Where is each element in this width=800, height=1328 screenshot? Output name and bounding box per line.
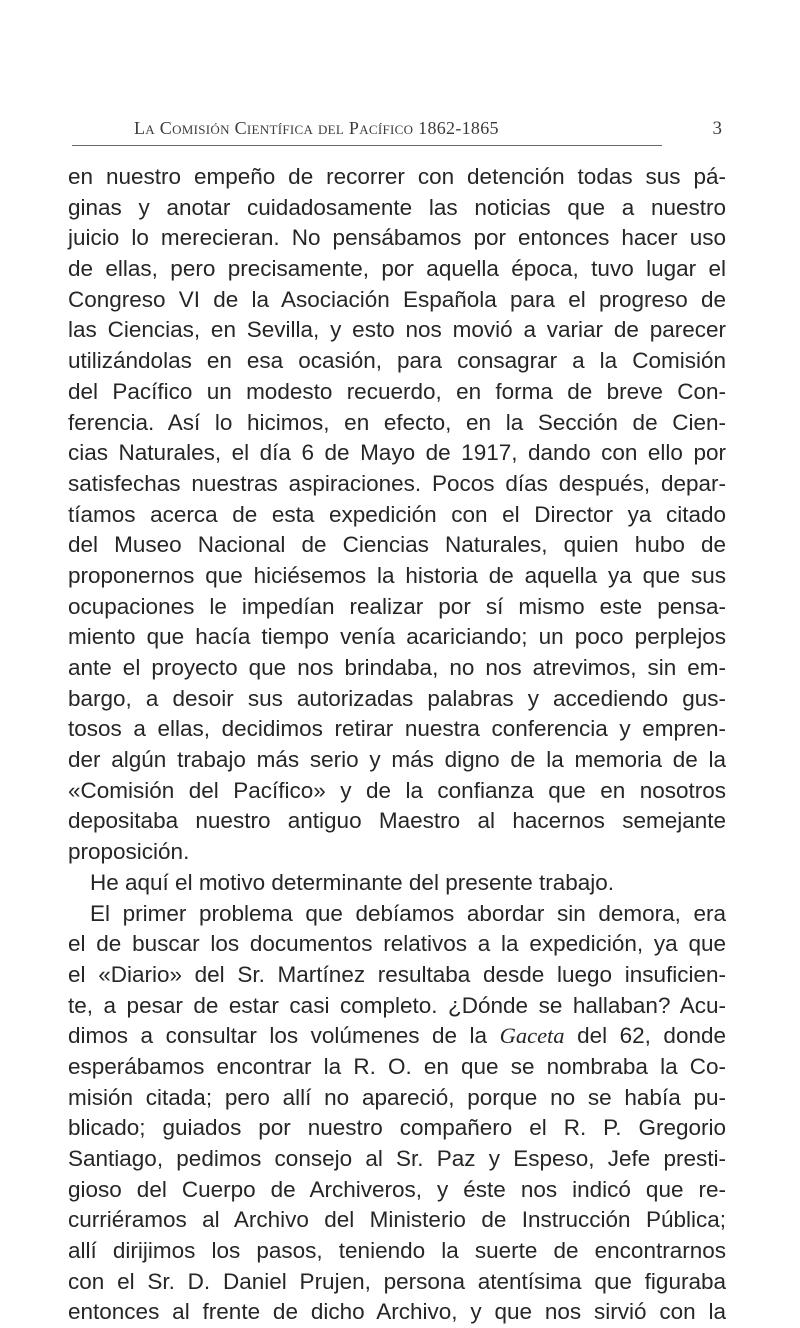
text-line: misión citada; pero allí no apareció, porque no se había pu- — [68, 1084, 726, 1110]
text-line: tosos a ellas, decidimos retirar nuestra conferencia y empren- — [68, 716, 726, 742]
text-line: ferencia. Así lo hicimos, en efecto, en la Sección de Cien- — [68, 409, 726, 435]
text-line: El primer problema que debíamos abordar sin demora, era — [90, 900, 726, 926]
text-line: «Comisión del Pacífico» y de la confianza que en nosotros — [68, 777, 726, 803]
text-line: blicado; guiados por nuestro compañero el R. P. Gregorio — [68, 1115, 726, 1141]
text-line: con el Sr. D. Daniel Prujen, persona atentísima que figuraba — [68, 1268, 726, 1294]
text-segment: dimos a consultar los volúmenes de la — [68, 1023, 500, 1049]
text-line: tíamos acerca de esta expedición con el Director ya citado — [68, 501, 726, 527]
text-line: der algún trabajo más serio y más digno de la memoria de la — [68, 747, 726, 773]
text-segment: del 62, donde — [564, 1023, 726, 1049]
text-line: de ellas, pero precisamente, por aquella época, tuvo lugar el — [68, 256, 726, 282]
text-line: proponernos que hiciésemos la historia de aquella ya que sus — [68, 562, 726, 588]
text-line: gioso del Cuerpo de Archiveros, y éste nos indicó que re- — [68, 1176, 726, 1202]
text-line: cias Naturales, el día 6 de Mayo de 1917, dando con ello por — [68, 440, 726, 466]
header-rule — [72, 145, 662, 146]
text-line: en nuestro empeño de recorrer con detención todas sus pá- — [68, 164, 726, 189]
text-line: utilizándolas en esa ocasión, para consagrar a la Comisión — [68, 348, 726, 374]
text-line: el «Diario» del Sr. Martínez resultaba desde luego insuficien- — [68, 961, 726, 987]
page-number: 3 — [712, 118, 722, 139]
text-line: satisfechas nuestras aspiraciones. Pocos días después, depar- — [68, 470, 726, 496]
text-line: allí dirijimos los pasos, teniendo la suerte de encontrarnos — [68, 1238, 726, 1264]
text-line: He aquí el motivo determinante del presente trabajo. — [90, 869, 615, 895]
text-line: ginas y anotar cuidadosamente las noticias que a nuestro — [68, 194, 726, 220]
text-line: ocupaciones le impedían realizar por sí mismo este pensa- — [68, 593, 726, 619]
text-line: miento que hacía tiempo venía acariciando; un poco perplejos — [68, 624, 726, 650]
gaceta-title: Gaceta — [499, 1023, 565, 1049]
text-line: Santiago, pedimos consejo al Sr. Paz y Espeso, Jefe presti- — [68, 1146, 726, 1171]
text-line: ante el proyecto que nos brindaba, no nos atrevimos, sin em- — [68, 655, 726, 680]
text-line: las Ciencias, en Sevilla, y esto nos movió a variar de parecer — [68, 317, 726, 343]
text-line: esperábamos encontrar la R. O. en que se nombraba la Co- — [68, 1053, 726, 1079]
text-line: bargo, a desoir sus autorizadas palabras y accediendo gus- — [68, 685, 726, 711]
text-line: entonces al frente de dicho Archivo, y que nos sirvió con la — [68, 1299, 726, 1325]
running-title: La Comisión Científica del Pacífico 1862-1865 — [134, 118, 499, 138]
text-line: Congreso VI de la Asociación Española para el progreso de — [68, 286, 726, 312]
running-head — [72, 118, 722, 146]
text-line-gaceta — [68, 1021, 726, 1052]
text-line: del Pacífico un modesto recuerdo, en forma de breve Con- — [68, 378, 726, 404]
text-line: depositaba nuestro antiguo Maestro al hacernos semejante — [68, 808, 726, 834]
text-line: curriéramos al Archivo del Ministerio de Instrucción Pública; — [68, 1207, 726, 1233]
body-text — [68, 162, 726, 1328]
text-line: te, a pesar de estar casi completo. ¿Dónde se hallaban? Acu- — [68, 992, 726, 1018]
text-line: del Museo Nacional de Ciencias Naturales, quien hubo de — [68, 532, 726, 558]
text-line: el de buscar los documentos relativos a la expedición, ya que — [68, 931, 726, 957]
text-line: proposición. — [68, 839, 190, 865]
text-line: juicio lo merecieran. No pensábamos por entonces hacer uso — [68, 225, 726, 251]
